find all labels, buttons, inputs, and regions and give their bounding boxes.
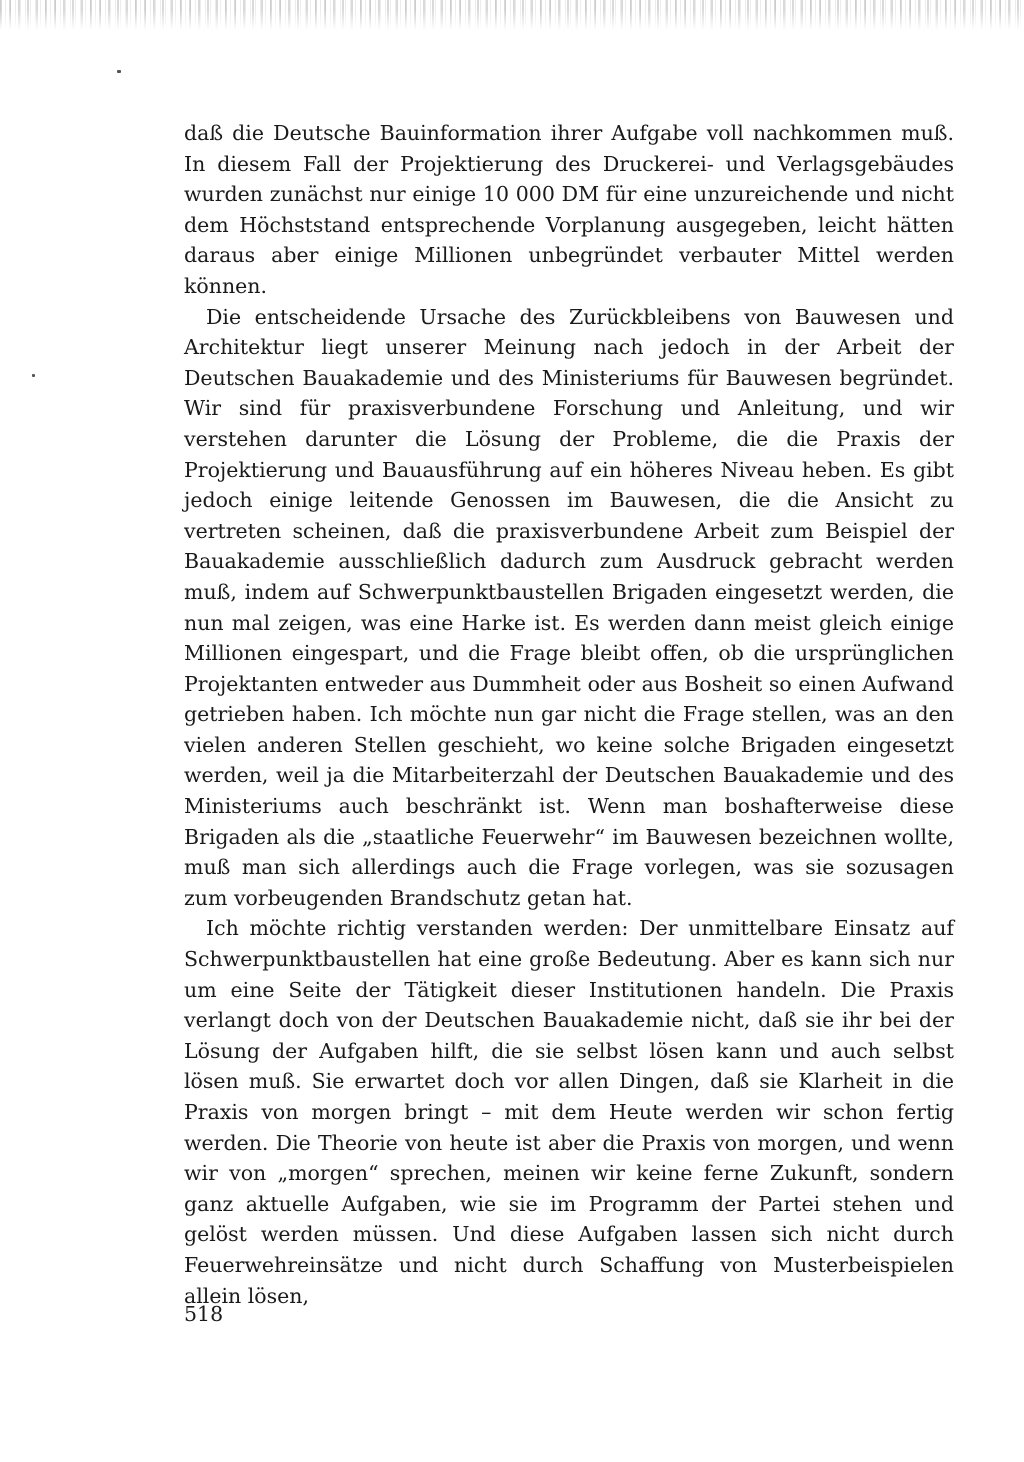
page-body [184,118,954,1311]
scan-speck [32,374,35,377]
paragraph: daß die Deutsche Bauinformation ihrer Aufgabe voll nachkommen muß. In diesem Fall der Projektierung des Druckerei- und Verlagsgebäudes wurden zunächst nur einige 10 000 DM für eine unzureichende und nicht dem Höchststand entsprechende Vorplanung ausgegeben, leicht hätten daraus aber einige Millionen unbegründet verbauter Mittel werden können. [184,121,954,298]
scan-speck [117,70,121,73]
page-number: 518 [184,1302,224,1326]
scan-edge-noise [0,0,1024,30]
paragraph: Ich möchte richtig verstanden werden: Der unmittelbare Einsatz auf Schwerpunktbaustellen hat eine große Bedeutung. Aber es kann sich nur um eine Seite der Tätigkeit dieser Institutionen handeln. Die Praxis verlangt doch von der Deutschen Bauakademie nicht, daß sie ihr bei der Lösung der Aufgaben hilft, die sie selbst lösen kann und auch selbst lösen muß. Sie erwartet doch vor allen Dingen, daß sie Klarheit in die Praxis von morgen bringt – mit dem Heute werden wir schon fertig werden. Die Theorie von heute ist aber die Praxis von morgen, und wenn wir von „morgen“ sprechen, meinen wir keine ferne Zukunft, sondern ganz aktuelle Aufgaben, wie sie im Programm der Partei stehen und gelöst werden müssen. Und diese Aufgaben lassen sich nicht durch Feuerwehreinsätze und nicht durch Schaffung von Musterbeispielen allein lösen, [184,916,954,1308]
paragraph: Die entscheidende Ursache des Zurückbleibens von Bauwesen und Architektur liegt unserer Meinung nach jedoch in der Arbeit der Deutschen Bauakademie und des Ministeriums für Bauwesen begründet. Wir sind für praxisverbundene Forschung und Anleitung, und wir verstehen darunter die Lösung der Probleme, die die Praxis der Projektierung und Bauausführung auf ein höheres Niveau heben. Es gibt jedoch einige leitende Genossen im Bauwesen, die die Ansicht zu vertreten scheinen, daß die praxisverbundene Arbeit zum Beispiel der Bauakademie ausschließlich dadurch zum Ausdruck gebracht werden muß, indem auf Schwerpunktbaustellen Brigaden eingesetzt werden, die nun mal zeigen, was eine Harke ist. Es werden dann meist gleich einige Millionen eingespart, und die Frage bleibt offen, ob die ursprünglichen Projektanten entweder aus Dummheit oder aus Bosheit so einen Aufwand getrieben haben. Ich möchte nun gar nicht die Frage stellen, was an den vielen anderen Stellen geschieht, wo keine solche Brigaden eingesetzt werden, weil ja die Mitarbeiterzahl der Deutschen Bauakademie und des Ministeriums auch beschränkt ist. Wenn man boshafterweise diese Brigaden als die „staatliche Feuerwehr“ im Bauwesen bezeichnen wollte, muß man sich allerdings auch die Frage vorlegen, was sie sozusagen zum vorbeugenden Brandschutz getan hat. [184,304,954,910]
